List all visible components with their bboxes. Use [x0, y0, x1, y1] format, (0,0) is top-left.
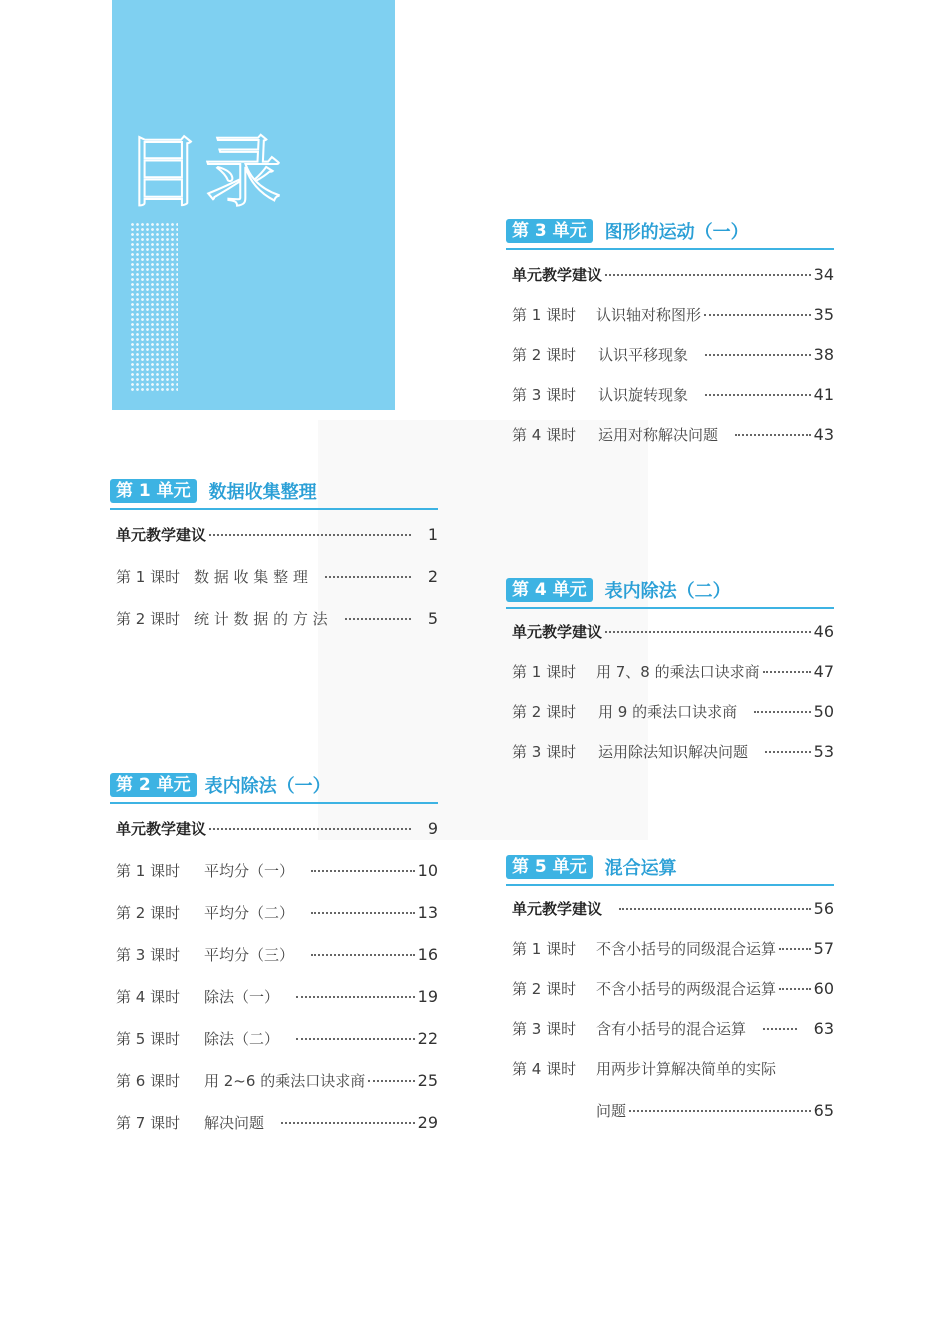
toc-row[interactable] — [506, 898, 834, 938]
toc-row[interactable] — [506, 741, 834, 781]
toc-title: 数 据 收 集 整 理 — [194, 568, 308, 586]
page-title: 目录 — [124, 128, 285, 218]
dot-leader — [209, 534, 411, 536]
toc-row[interactable] — [506, 304, 834, 344]
toc-lesson: 第 2 课时 — [512, 703, 577, 721]
toc-lesson: 第 4 课时 — [116, 988, 181, 1006]
toc-row[interactable] — [506, 344, 834, 384]
unit-header — [110, 478, 438, 510]
dot-leader — [763, 671, 811, 673]
toc-page: 46 — [813, 622, 834, 641]
toc-title: 除法（一） — [204, 988, 280, 1006]
toc-page: 43 — [813, 425, 834, 444]
dot-leader — [296, 996, 415, 998]
toc-page: 53 — [813, 742, 834, 761]
toc-page: 60 — [813, 979, 834, 998]
toc-lesson: 第 3 课时 — [512, 386, 577, 404]
toc-title: 单元教学建议 — [512, 900, 603, 918]
unit-5 — [506, 854, 834, 1140]
toc-page: 13 — [417, 903, 438, 922]
dot-leader — [765, 751, 811, 753]
toc-title: 用 2~6 的乘法口诀求商 — [204, 1072, 366, 1090]
toc-page: 56 — [813, 899, 834, 918]
unit-badge: 第 4 单元 — [506, 578, 593, 602]
toc-lesson: 第 3 课时 — [512, 1020, 577, 1038]
toc-title: 平均分（二） — [204, 904, 295, 922]
toc-title: 认识平移现象 — [598, 346, 689, 364]
dot-leader — [779, 988, 811, 990]
toc-title: 认识轴对称图形 — [596, 306, 702, 324]
toc-lesson: 第 2 课时 — [116, 610, 181, 628]
dot-leader — [368, 1080, 414, 1082]
dot-leader — [705, 394, 811, 396]
toc-title: 用 9 的乘法口诀求商 — [598, 703, 738, 721]
toc-page: 19 — [417, 987, 438, 1006]
dot-leader — [281, 1122, 415, 1124]
unit-header — [506, 218, 834, 250]
dot-leader — [754, 711, 811, 713]
toc-row[interactable] — [506, 384, 834, 424]
toc-row[interactable] — [110, 944, 438, 986]
toc-lesson: 第 1 课时 — [512, 663, 577, 681]
toc-page: 16 — [417, 945, 438, 964]
toc-title: 含有小括号的混合运算 — [596, 1020, 747, 1038]
unit-header — [110, 772, 438, 804]
toc-row[interactable] — [110, 566, 438, 608]
toc-page: 1 — [427, 525, 438, 544]
dot-leader — [629, 1110, 811, 1112]
toc-title: 用 7、8 的乘法口诀求商 — [596, 663, 760, 681]
dot-leader — [311, 912, 415, 914]
toc-lesson: 第 1 课时 — [512, 306, 577, 324]
unit-4 — [506, 577, 834, 781]
toc-lesson: 第 1 课时 — [116, 568, 181, 586]
toc-title: 单元教学建议 — [116, 526, 207, 544]
toc-row[interactable] — [506, 621, 834, 661]
unit-title: 表内除法（二） — [604, 581, 731, 602]
toc-row[interactable] — [110, 1028, 438, 1070]
toc-row[interactable] — [110, 608, 438, 650]
unit-title: 数据收集整理 — [208, 482, 317, 503]
dot-leader — [763, 1028, 797, 1030]
toc-row[interactable] — [110, 1070, 438, 1112]
toc-title: 解决问题 — [204, 1114, 265, 1132]
unit-title: 表内除法（一） — [204, 776, 331, 797]
toc-title: 除法（二） — [204, 1030, 280, 1048]
toc-page: 25 — [417, 1071, 438, 1090]
unit-badge: 第 3 单元 — [506, 219, 593, 243]
toc-lesson: 第 6 课时 — [116, 1072, 181, 1090]
toc-row[interactable] — [506, 938, 834, 978]
dot-leader — [296, 1038, 415, 1040]
toc-title: 认识旋转现象 — [598, 386, 689, 404]
toc-page: 63 — [813, 1019, 834, 1038]
toc-row[interactable] — [110, 524, 438, 566]
toc-page: 38 — [813, 345, 834, 364]
dot-leader — [735, 434, 811, 436]
toc-page: 35 — [813, 305, 834, 324]
toc-lesson: 第 1 课时 — [116, 862, 181, 880]
toc-page: 47 — [813, 662, 834, 681]
toc-page: 2 — [427, 567, 438, 586]
toc-title: 平均分（三） — [204, 946, 295, 964]
toc-title: 平均分（一） — [204, 862, 295, 880]
title-banner — [112, 0, 395, 410]
toc-row[interactable] — [110, 902, 438, 944]
toc-page: 9 — [427, 819, 438, 838]
toc-row[interactable] — [110, 986, 438, 1028]
toc-lesson: 第 7 课时 — [116, 1114, 181, 1132]
toc-row[interactable] — [506, 1058, 834, 1100]
unit-header — [506, 854, 834, 886]
dot-leader — [619, 908, 811, 910]
toc-row[interactable] — [506, 661, 834, 701]
toc-title: 单元教学建议 — [512, 623, 603, 641]
toc-row[interactable] — [506, 1100, 834, 1140]
toc-row[interactable] — [110, 860, 438, 902]
toc-page: 41 — [813, 385, 834, 404]
dot-leader — [311, 954, 415, 956]
toc-row[interactable] — [506, 978, 834, 1018]
toc-page: 50 — [813, 702, 834, 721]
toc-title: 用两步计算解决简单的实际 — [596, 1060, 777, 1078]
toc-lesson: 第 2 课时 — [116, 904, 181, 922]
toc-lesson: 第 4 课时 — [512, 426, 577, 444]
unit-title: 混合运算 — [604, 858, 677, 879]
toc-lesson: 第 5 课时 — [116, 1030, 181, 1048]
dot-leader — [605, 631, 811, 633]
dot-grid-decoration — [130, 222, 178, 392]
toc-row[interactable] — [110, 818, 438, 860]
dot-leader — [705, 354, 811, 356]
dot-leader — [779, 948, 811, 950]
unit-title: 图形的运动（一） — [604, 222, 749, 243]
dot-leader — [704, 314, 811, 316]
toc-title: 统 计 数 据 的 方 法 — [194, 610, 328, 628]
toc-row[interactable] — [506, 1018, 834, 1058]
unit-badge: 第 2 单元 — [110, 773, 197, 797]
dot-leader — [605, 274, 811, 276]
toc-row[interactable] — [506, 701, 834, 741]
toc-page: 57 — [813, 939, 834, 958]
toc-title: 运用除法知识解决问题 — [598, 743, 749, 761]
toc-page: 5 — [427, 609, 438, 628]
unit-badge: 第 5 单元 — [506, 855, 593, 879]
toc-lesson: 第 1 课时 — [512, 940, 577, 958]
unit-3 — [506, 218, 834, 464]
dot-leader — [325, 576, 411, 578]
unit-1 — [110, 478, 438, 650]
toc-page: 10 — [417, 861, 438, 880]
toc-title: 不含小括号的同级混合运算 — [596, 940, 777, 958]
unit-badge: 第 1 单元 — [110, 479, 197, 503]
toc-page: 34 — [813, 265, 834, 284]
unit-header — [506, 577, 834, 609]
toc-title: 单元教学建议 — [116, 820, 207, 838]
toc-row[interactable] — [110, 1112, 438, 1154]
toc-row[interactable] — [506, 424, 834, 464]
toc-title: 单元教学建议 — [512, 266, 603, 284]
unit-2 — [110, 772, 438, 1154]
toc-lesson: 第 4 课时 — [512, 1060, 577, 1078]
toc-row[interactable] — [506, 264, 834, 304]
toc-lesson: 第 3 课时 — [512, 743, 577, 761]
toc-lesson: 第 2 课时 — [512, 980, 577, 998]
toc-lesson: 第 2 课时 — [512, 346, 577, 364]
dot-leader — [345, 618, 411, 620]
toc-page: 65 — [813, 1101, 834, 1120]
toc-title: 不含小括号的两级混合运算 — [596, 980, 777, 998]
toc-lesson: 第 3 课时 — [116, 946, 181, 964]
dot-leader — [311, 870, 415, 872]
dot-leader — [209, 828, 411, 830]
toc-title: 运用对称解决问题 — [598, 426, 719, 444]
toc-page: 22 — [417, 1029, 438, 1048]
toc-title: 问题 — [596, 1102, 627, 1120]
toc-page: 29 — [417, 1113, 438, 1132]
